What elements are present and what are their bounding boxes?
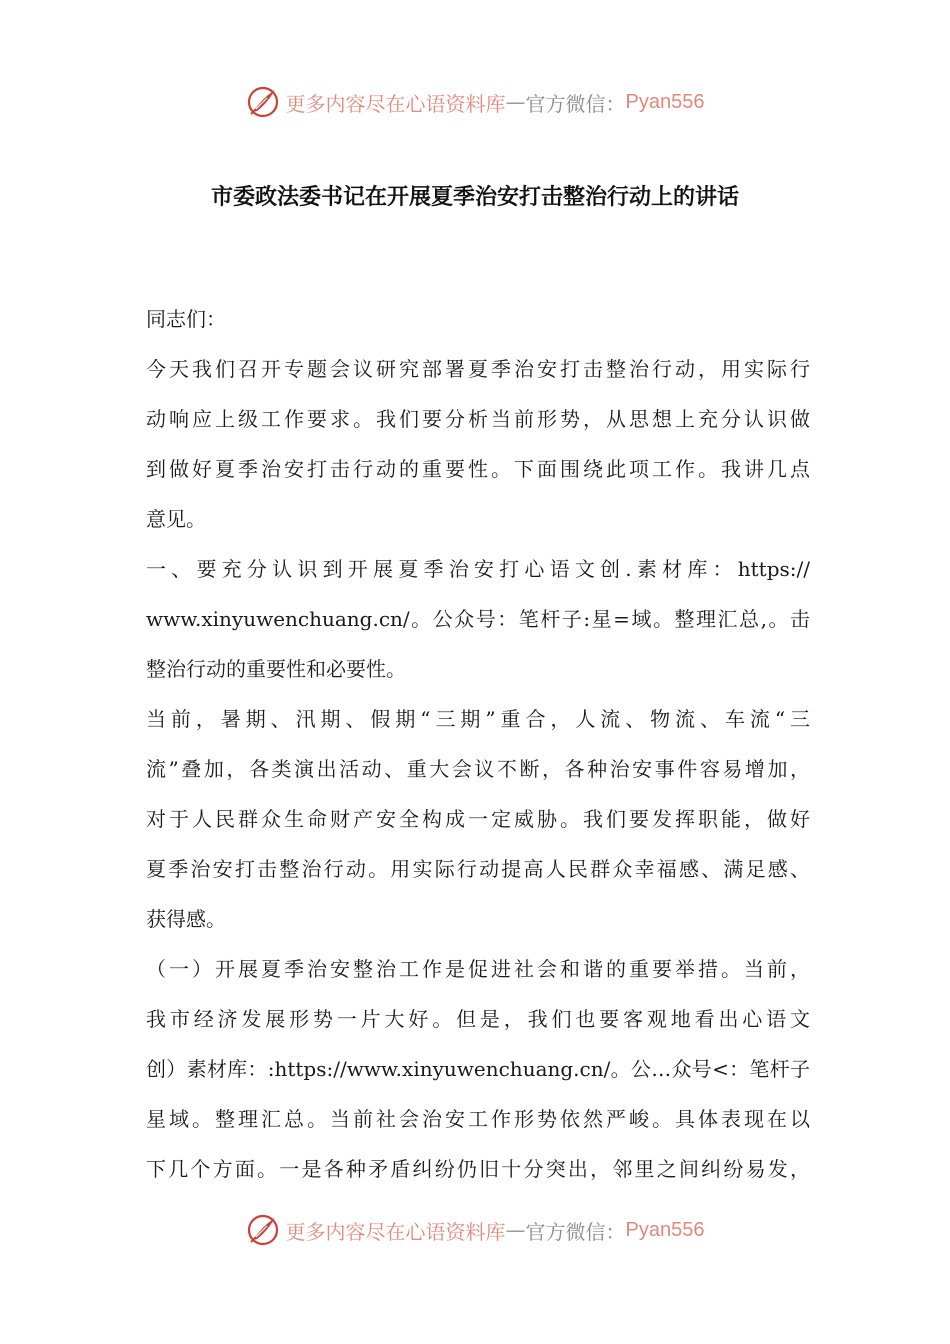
header-banner bbox=[0, 80, 950, 124]
body-line: www.xinyuwenchuang.cn/。公众号：笔杆子:星=域。整理汇总,。击 bbox=[146, 607, 810, 631]
body-line: 一、要充分认识到开展夏季治安打心语文创.素材库：https:// bbox=[146, 557, 810, 581]
banner-wechat-label: 官方微信： bbox=[525, 91, 626, 116]
banner-text: 更多内容尽在心语资料库 bbox=[285, 91, 506, 116]
body-line: 对于人民群众生命财产安全构成一定威胁。我们要发挥职能，做好 bbox=[146, 807, 810, 831]
body-line: 意见。 bbox=[146, 507, 206, 531]
body-line: 星域。整理汇总。当前社会治安工作形势依然严峻。具体表现在以 bbox=[146, 1107, 810, 1131]
banner-wechat-id: Pyan556 bbox=[625, 90, 705, 113]
quill-pen-logo-icon bbox=[246, 85, 280, 119]
body-line: 动响应上级工作要求。我们要分析当前形势，从思想上充分认识做 bbox=[146, 407, 810, 431]
footer-banner bbox=[0, 1208, 950, 1252]
document-title: 市委政法委书记在开展夏季治安打击整治行动上的讲话 bbox=[210, 185, 739, 210]
banner-wechat-label: 官方微信： bbox=[525, 1219, 626, 1244]
body-line: 我市经济发展形势一片大好。但是，我们也要客观地看出心语文 bbox=[146, 1007, 810, 1031]
banner-wechat-id: Pyan556 bbox=[625, 1218, 705, 1241]
body-line: 整治行动的重要性和必要性。 bbox=[146, 657, 406, 681]
body-line: 获得感。 bbox=[146, 907, 226, 931]
body-line: 到做好夏季治安打击行动的重要性。下面围绕此项工作。我讲几点 bbox=[146, 457, 810, 481]
banner-separator: — bbox=[505, 90, 526, 114]
document-body bbox=[146, 294, 810, 1194]
body-line: 创）素材库：:https://www.xinyuwenchuang.cn/。公…众号<：笔杆子 bbox=[146, 1057, 810, 1081]
body-line: 夏季治安打击整治行动。用实际行动提高人民群众幸福感、满足感、 bbox=[146, 857, 810, 881]
body-line: （一）开展夏季治安整治工作是促进社会和谐的重要举措。当前， bbox=[146, 957, 810, 981]
quill-pen-logo-icon bbox=[246, 1213, 280, 1247]
banner-separator: — bbox=[505, 1218, 526, 1242]
banner-text: 更多内容尽在心语资料库 bbox=[285, 1219, 506, 1244]
body-line: 今天我们召开专题会议研究部署夏季治安打击整治行动，用实际行 bbox=[146, 357, 810, 381]
body-line: 下几个方面。一是各种矛盾纠纷仍旧十分突出，邻里之间纠纷易发， bbox=[146, 1157, 810, 1181]
body-line: 同志们： bbox=[146, 307, 226, 331]
body-line: 当前，暑期、汛期、假期“三期”重合，人流、物流、车流“三 bbox=[146, 707, 810, 731]
body-line: 流”叠加，各类演出活动、重大会议不断，各种治安事件容易增加， bbox=[146, 757, 810, 781]
